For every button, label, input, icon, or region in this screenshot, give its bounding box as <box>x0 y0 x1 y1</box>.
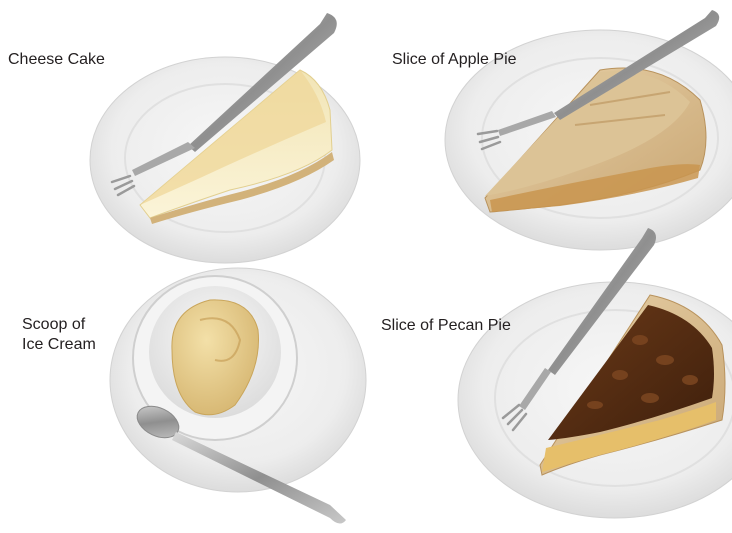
label-ice-cream-line1: Scoop of <box>22 316 86 333</box>
label-pecan-pie: Slice of Pecan Pie <box>381 317 511 334</box>
label-ice-cream <box>22 315 96 355</box>
label-apple-pie: Slice of Apple Pie <box>392 51 517 68</box>
pecan-pie-group <box>458 228 732 518</box>
ice-cream-group <box>110 268 366 524</box>
cheesecake-group <box>90 13 360 263</box>
label-ice-cream-line2: Ice Cream <box>22 336 96 353</box>
apple-pie-group <box>445 10 732 250</box>
label-cheese-cake: Cheese Cake <box>8 51 105 68</box>
